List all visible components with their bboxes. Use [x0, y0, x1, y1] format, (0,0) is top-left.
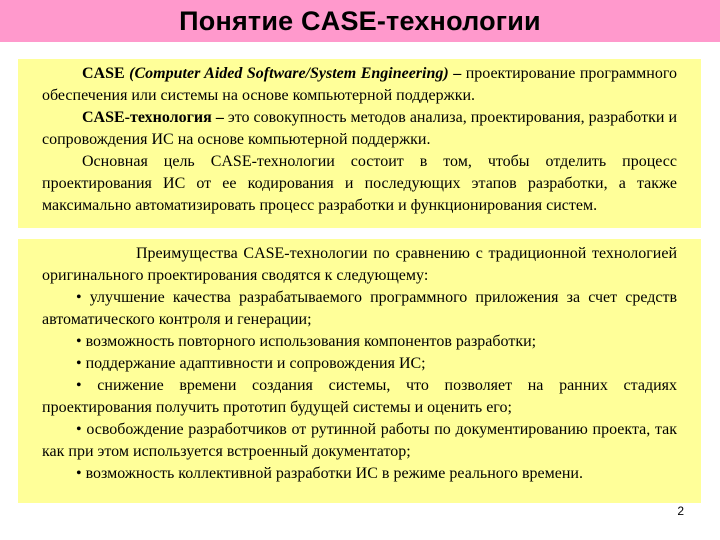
bullet: •	[76, 377, 82, 394]
case-term: CASE	[82, 65, 125, 82]
case-technology-dash: –	[215, 109, 224, 126]
list-item-text: улучшение качества разрабатываемого программного приложения за счет средств автоматического контроля и генерации;	[42, 289, 678, 328]
list-item	[42, 375, 677, 419]
bullet: •	[76, 333, 82, 350]
list-item	[42, 331, 677, 353]
main-goal-paragraph: Основная цель CASE-технологии состоит в том, чтобы отделить процесс проектирования ИС от ее кодирования и последующих этапов разработки, а также максимально автоматизировать процесс разработки и функционирования систем.	[42, 153, 677, 214]
bullet: •	[76, 465, 82, 482]
list-item-text: возможность коллективной разработки ИС в режиме реального времени.	[85, 465, 583, 482]
bullet: •	[76, 289, 82, 306]
case-dash: –	[453, 65, 462, 82]
title-bar	[0, 0, 720, 42]
list-item-text: снижение времени создания системы, что позволяет на ранних стадиях проектирования получить прототип будущей системы и оценить его;	[42, 377, 678, 416]
case-expansion: (Computer Aided Software/System Engineering)	[129, 65, 449, 82]
page-number: 2	[677, 504, 684, 518]
slide-title: Понятие CASE-технологии	[179, 5, 541, 36]
case-technology-term: CASE-технология	[82, 109, 212, 126]
advantages-intro: Преимущества CASE-технологии по сравнению с традиционной технологией оригинального проектирования сводятся к следующему:	[42, 245, 677, 284]
case-technology-text: это совокупность методов анализа, проектирования, разработки и сопровождения ИС на основе компьютерной поддержки.	[42, 109, 678, 148]
list-item	[42, 419, 677, 463]
list-item-text: возможность повторного использования компонентов разработки;	[85, 333, 537, 350]
list-item-text: поддержание адаптивности и сопровождения ИС;	[85, 355, 426, 372]
list-item	[42, 287, 677, 331]
bullet: •	[76, 421, 82, 438]
definitions-box	[18, 59, 701, 228]
case-technology-paragraph	[42, 107, 677, 151]
list-item	[42, 463, 677, 485]
list-item-text: освобождение разработчиков от рутинной работы по документированию проекта, так как при этом используется встроенный документатор;	[42, 421, 678, 460]
case-definition-paragraph	[42, 63, 677, 107]
bullet: •	[76, 355, 82, 372]
advantages-box	[18, 239, 701, 503]
list-item	[42, 353, 677, 375]
case-definition-text: проектирование программного обеспечения или системы на основе компьютерной поддержки.	[42, 65, 678, 104]
